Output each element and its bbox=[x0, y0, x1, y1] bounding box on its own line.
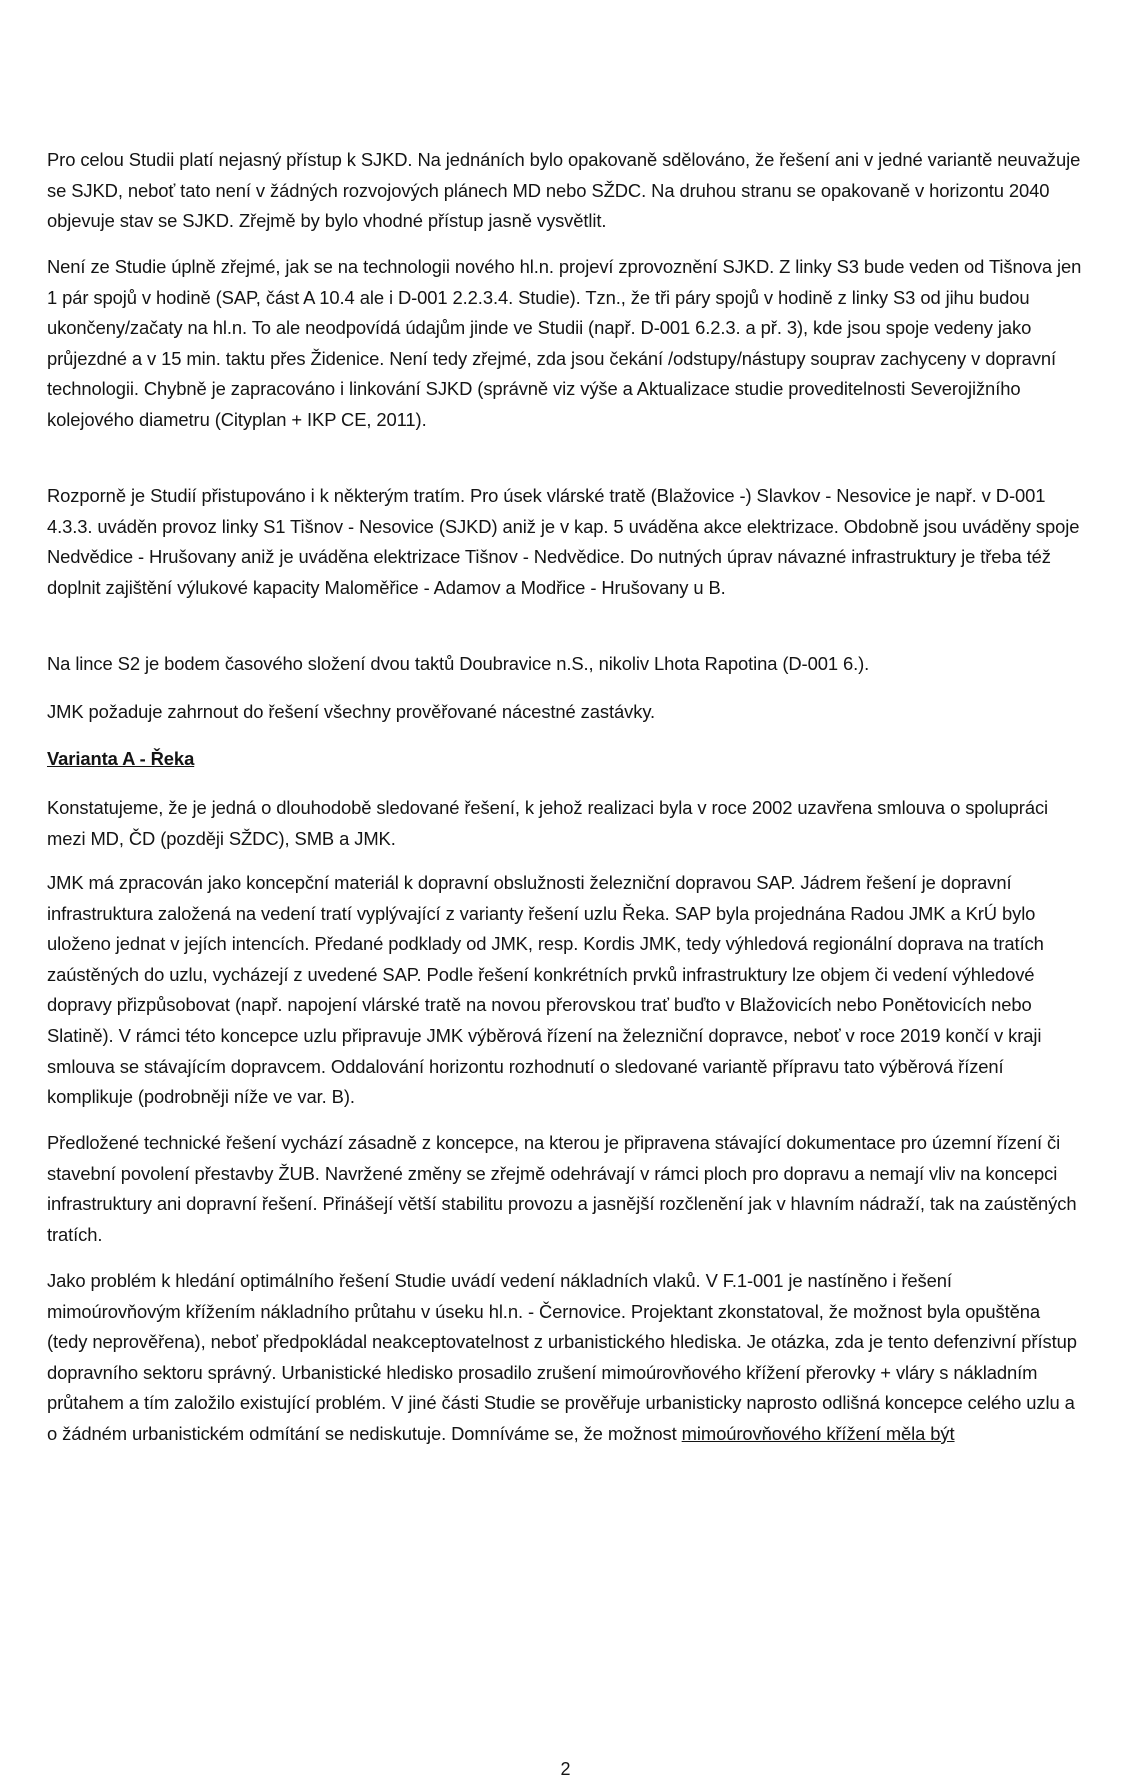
paragraph-text: Předložené technické řešení vychází zásadně z koncepce, na kterou je připravena stávající dokumentace pro územní řízení či stavební povolení přestavby ŽUB. Navržené změny se zřejmě odehrávají v rámci ploch pro dopravu a nemají vliv na koncepci infrastruktury ani dopravní řešení. Přinášejí větší stabilitu provozu a jasnější rozčlenění jak v hlavním nádraží, tak na zaústěných tratích. bbox=[47, 1132, 1077, 1245]
paragraph-text bbox=[47, 1266, 1082, 1450]
paragraph-freight-trains bbox=[47, 1266, 1082, 1481]
paragraph-sjkd-approach bbox=[47, 145, 1082, 237]
paragraph-text: JMK má zpracován jako koncepční materiál k dopravní obslužnosti železniční dopravou SAP. Jádrem řešení je dopravní infrastruktura založená na vedení tratí vyplývající z varianty řešení uzlu Řeka. SAP byla projednána Radou JMK a KrÚ bylo uloženo jednat v jejích intencích. Předané podklady od JMK, resp. Kordis JMK, tedy výhledová regionální doprava na tratích zaústěných do uzlu, vycházejí z uvedené SAP. Podle řešení konkrétních prvků infrastruktury lze objem či vedení výhledové dopravy přizpůsobovat (např. napojení vlárské tratě na novou přerovskou trať buďto v Blažovicích nebo Ponětovicích nebo Slatině). V rámci této koncepce uzlu připravuje JMK výběrová řízení na železniční dopravce, neboť v roce 2019 končí v kraji smlouva se stávajícím dopravcem. Oddalování horizontu rozhodnutí o sledované variantě přípravu tato výběrová řízení komplikuje (podrobněji níže ve var. B). bbox=[47, 872, 1044, 1108]
paragraph-text: JMK požaduje zahrnout do řešení všechny prověřované nácestné zastávky. bbox=[47, 701, 656, 722]
paragraph-line-s2 bbox=[47, 649, 1082, 680]
section-heading-varianta-a bbox=[47, 744, 1082, 775]
underlined-phrase: mimoúrovňového křížení měla být bbox=[681, 1422, 955, 1444]
paragraph-text: Na lince S2 je bodem časového složení dvou taktů Doubravice n.S., nikoliv Lhota Rapotina (D-001 6.). bbox=[47, 653, 870, 674]
paragraph-long-term-solution bbox=[47, 793, 1082, 854]
section-heading: Varianta A - Řeka bbox=[47, 748, 195, 769]
paragraph-jmk-sap bbox=[47, 868, 1082, 1113]
paragraph-stops bbox=[47, 697, 1082, 728]
paragraph-text: Konstatujeme, že je jedná o dlouhodobě sledované řešení, k jehož realizaci byla v roce 2002 uzavřena smlouva o spolupráci mezi MD, ČD (později SŽDC), SMB a JMK. bbox=[47, 797, 1049, 849]
paragraph-text: Není ze Studie úplně zřejmé, jak se na technologii nového hl.n. projeví zprovoznění SJKD. Z linky S3 bude veden od Tišnova jen 1 pár spojů v hodině (SAP, část A 10.4 ale i D-001 2.2.3.4. Studie). Tzn., že tři páry spojů v hodině z linky S3 od jihu budou ukončeny/začaty na hl.n. To ale neodpovídá údajům jinde ve Studii (např. D-001 6.2.3. a př. 3), kde jsou spoje vedeny jako průjezdné a v 15 min. taktu přes Židenice. Není tedy zřejmé, zda jsou čekání /odstupy/nástupy souprav zachyceny v dopravní technologii. Chybně je zapracováno i linkování SJKD (správně viz výše a Aktualizace studie proveditelnosti Severojižního kolejového diametru (Cityplan + IKP CE, 2011). bbox=[47, 256, 1082, 430]
paragraph-technical-solution bbox=[47, 1128, 1082, 1251]
page-number: 2 bbox=[560, 1759, 571, 1779]
paragraph-text: Pro celou Studii platí nejasný přístup k SJKD. Na jednáních bylo opakovaně sdělováno, že řešení ani v jedné variantě neuvažuje se SJKD, neboť tato není v žádných rozvojových plánech MD nebo SŽDC. Na druhou stranu se opakovaně v horizontu 2040 objevuje stav se SJKD. Zřejmě by bylo vhodné přístup jasně vysvětlit. bbox=[47, 149, 1081, 232]
paragraph-technology-hln bbox=[47, 252, 1082, 466]
paragraph-lines-contradictions bbox=[47, 481, 1082, 634]
paragraph-body: Jako problém k hledání optimálního řešení Studie uvádí vedení nákladních vlaků. V F.1-001 je nastíněno i řešení mimoúrovňovým křížením nákladního průtahu v úseku hl.n. - Černovice. Projektant zkonstatoval, že možnost byla opuštěna (tedy neprověřena), neboť předpokládal neakceptovatelnost z urbanistického hlediska. Je otázka, zda je tento defenzivní přístup dopravního sektoru správný. Urbanistické hledisko prosadilo zrušení mimoúrovňového křížení přerovky + vláry s nákladním průtahem a tím založilo existující problém. V jiné části Studie se prověřuje urbanisticky naprosto odlišná koncepce celého uzlu a o žádném urbanistickém odmítání se nediskutuje. Domníváme se, že možnost bbox=[47, 1270, 1077, 1444]
paragraph-text: Rozporně je Studií přistupováno i k některým tratím. Pro úsek vlárské tratě (Blažovice -) Slavkov - Nesovice je např. v D-001 4.3.3. uváděn provoz linky S1 Tišnov - Nesovice (SJKD) aniž je v kap. 5 uváděna akce elektrizace. Obdobně jsou uváděny spoje Nedvědice - Hrušovany aniž je uváděna elektrizace Tišnov - Nedvědice. Do nutných úprav návazné infrastruktury je třeba též doplnit zajištění výlukové kapacity Maloměřice - Adamov a Modřice - Hrušovany u B. bbox=[47, 485, 1080, 598]
